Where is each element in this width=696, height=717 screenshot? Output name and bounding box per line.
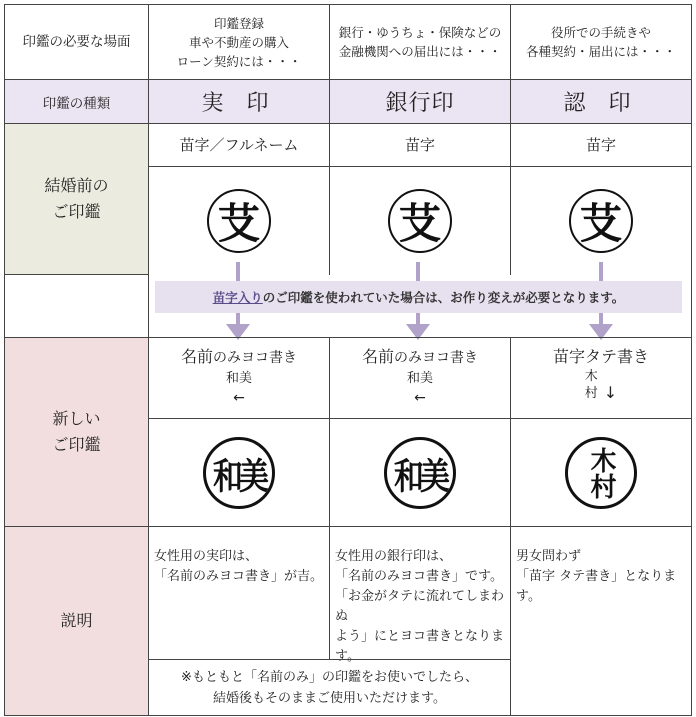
notice-highlight: 苗字入り — [212, 290, 263, 305]
explain-jitsuin-line1: 女性用の実印は、 — [154, 549, 259, 564]
type-jitsuin-text: 実 印 — [201, 91, 277, 116]
header-mitomein-line1: 役所での手続きや — [550, 25, 651, 40]
new-ginkoin-text — [329, 337, 511, 419]
new-mitomein-stamp-cell — [510, 418, 692, 527]
left-arrow-icon: ← — [233, 390, 245, 406]
before-label-line1: 結婚前の — [44, 176, 109, 195]
new-jitsuin-name: 和美 — [225, 371, 252, 386]
before-mitomein-stamp-cell — [510, 166, 692, 275]
type-jitsuin — [148, 79, 330, 124]
explain-ginkoin-line1: 女性用の銀行印は、 — [335, 549, 453, 564]
surname-char-1: 木 — [584, 369, 598, 384]
scene-label-cell — [4, 4, 149, 80]
vertical-name-group — [585, 368, 617, 402]
explain-ginkoin-line2: 「名前のみヨコ書き」です。 — [335, 569, 503, 584]
before-ginkoin-label: 苗字 — [404, 136, 435, 154]
explain-ginkoin-line3: 「お金がタテに流れてしまわぬ — [335, 589, 505, 624]
type-ginkoin — [329, 79, 511, 124]
explain-mitomein-line2: 「苗字 タテ書き」となります。 — [516, 569, 677, 604]
new-label-line2: ご印鑑 — [52, 435, 101, 454]
name-stamp-icon — [203, 437, 275, 509]
surname-char-2: 村 — [584, 386, 598, 401]
explain-ginkoin-line4: よう」にとヨコ書きとなります。 — [335, 629, 505, 664]
type-label-cell — [4, 79, 149, 124]
stamp-char: 𦫿 — [579, 199, 622, 248]
new-mitomein-text — [510, 337, 692, 419]
connector-line — [416, 262, 420, 281]
header-jitsuin-line3: ローン契約には・・・ — [176, 53, 302, 69]
new-jitsuin-text — [148, 337, 330, 419]
before-jitsuin-label: 苗字／フルネーム — [179, 136, 299, 154]
explain-label: 説明 — [60, 611, 93, 630]
type-mitomein-text: 認 印 — [563, 91, 639, 116]
stamp-char: 𦫿 — [217, 199, 260, 248]
header-jitsuin-line2: 車や不動産の購入 — [188, 34, 289, 50]
stamp-char: 𦫿 — [398, 199, 441, 248]
surname-stamp-icon — [207, 189, 271, 253]
surname-stamp-icon — [388, 189, 452, 253]
new-label-cell — [4, 337, 149, 527]
footnote-line2: 結婚後もそのままご使用いただけます。 — [213, 690, 446, 706]
surname-vertical-stamp-icon — [565, 437, 637, 509]
header-ginkoin-line2: 金融機関への届出には・・・ — [338, 44, 502, 59]
header-ginkoin — [329, 4, 511, 80]
explain-ginkoin — [329, 526, 511, 664]
down-arrow-icon: ↓ — [603, 383, 618, 402]
header-mitomein — [510, 4, 692, 80]
before-ginkoin-stamp-cell — [329, 166, 511, 275]
left-arrow-icon: ← — [414, 390, 426, 406]
before-jitsuin-stamp-cell — [148, 166, 330, 275]
explain-mitomein — [510, 526, 692, 716]
new-jitsuin-title-small: のみヨコ書き — [213, 350, 297, 366]
name-stamp-icon — [384, 437, 456, 509]
explain-label-cell — [4, 526, 149, 716]
new-ginkoin-title-small: のみヨコ書き — [394, 350, 478, 366]
type-label: 印鑑の種類 — [42, 95, 111, 112]
new-jitsuin-title — [181, 346, 297, 369]
before-jitsuin-text — [148, 123, 330, 167]
new-ginkoin-stamp-cell — [329, 418, 511, 527]
connector-line — [599, 262, 603, 281]
explain-jitsuin — [148, 526, 330, 660]
stamp-name: 和美 — [394, 455, 446, 498]
vertical-name — [585, 368, 598, 402]
stamp-name: 和美 — [213, 455, 265, 498]
explain-jitsuin-line2: 「名前のみヨコ書き」が吉。 — [154, 569, 324, 584]
stamp-surname: 木村 — [586, 446, 616, 499]
before-mitomein-label: 苗字 — [585, 136, 616, 154]
header-ginkoin-line1: 銀行・ゆうちょ・保険などの — [338, 25, 502, 40]
new-label-line1: 新しい — [52, 409, 101, 428]
header-jitsuin-line1: 印鑑登録 — [213, 15, 264, 31]
new-mitomein-title: 苗字タテ書き — [552, 347, 649, 366]
connector-line — [236, 262, 240, 281]
before-ginkoin-text — [329, 123, 511, 167]
header-mitomein-line2: 各種契約・届出には・・・ — [525, 44, 676, 59]
notice-text: のご印鑑を使われていた場合は、お作り変えが必要となります。 — [262, 290, 625, 305]
notice-banner — [155, 281, 682, 313]
explain-mitomein-line1: 男女問わず — [516, 549, 582, 564]
type-mitomein — [510, 79, 692, 124]
new-ginkoin-title — [362, 346, 478, 369]
new-jitsuin-stamp-cell — [148, 418, 330, 527]
before-label-line2: ご印鑑 — [52, 202, 101, 221]
new-ginkoin-name: 和美 — [406, 371, 433, 386]
footnote-line1: ※もともと「名前のみ」の印鑑をお使いでしたら、 — [181, 669, 478, 685]
new-jitsuin-title-main: 名前 — [180, 347, 213, 366]
notice-label-cell — [4, 274, 149, 338]
scene-label: 印鑑の必要な場面 — [22, 34, 131, 50]
before-label-cell — [4, 123, 149, 275]
new-ginkoin-title-main: 名前 — [361, 347, 394, 366]
surname-stamp-icon — [569, 189, 633, 253]
type-ginkoin-text: 銀行印 — [385, 91, 455, 116]
header-jitsuin — [148, 4, 330, 80]
before-mitomein-text — [510, 123, 692, 167]
footnote — [148, 659, 511, 716]
